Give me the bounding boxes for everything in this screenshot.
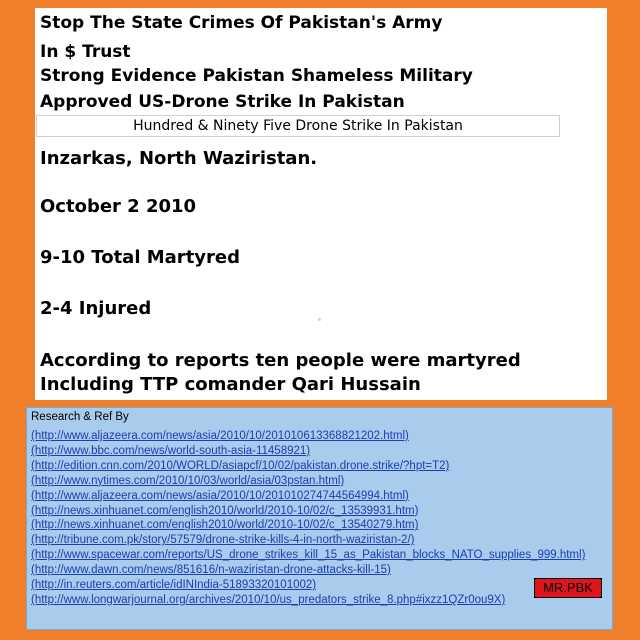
reference-link[interactable]: (http://www.nytimes.com/2010/10/03/world/asia/03pstan.html) (31, 474, 345, 487)
headline-line-2: In $ Trust (40, 42, 131, 62)
date-text: October 2 2010 (40, 196, 197, 217)
location-text: Inzarkas, North Waziristan. (40, 148, 318, 169)
report-line-2: Including TTP comander Qari Hussain (40, 374, 421, 395)
reference-link[interactable]: (http://in.reuters.com/article/idINIndia-51893320101002) (31, 579, 317, 592)
small-dot (318, 318, 321, 321)
reference-link[interactable]: (http://www.spacewar.com/reports/US_drone_strikes_kill_15_as_Pakistan_blocks_NATO_supplies_999.html) (31, 549, 586, 562)
martyred-text: 9-10 Total Martyred (40, 247, 240, 268)
headline-line-4: Approved US-Drone Strike In Pakistan (40, 92, 405, 112)
references-panel (26, 407, 613, 630)
reference-link[interactable]: (http://www.dawn.com/news/851616/n-waziristan-drone-attacks-kill-15) (31, 564, 391, 577)
author-badge: MR.PBK (534, 578, 602, 598)
injured-text: 2-4 Injured (40, 298, 152, 319)
subtitle-box: Hundred & Ninety Five Drone Strike In Pakistan (36, 115, 560, 137)
reference-link[interactable]: (http://tribune.com.pk/story/57579/drone-strike-kills-4-in-north-waziristan-2/) (31, 534, 415, 547)
reference-link[interactable]: (http://www.bbc.com/news/world-south-asia-11458921) (31, 444, 311, 457)
reference-link[interactable]: (http://news.xinhuanet.com/english2010/world/2010-10/02/c_13539931.htm) (31, 504, 419, 517)
headline-line-1: Stop The State Crimes Of Pakistan's Army (40, 13, 443, 33)
reference-link[interactable]: (http://edition.cnn.com/2010/WORLD/asiapcf/10/02/pakistan.drone.strike/?hpt=T2) (31, 459, 450, 472)
headline-line-3: Strong Evidence Pakistan Shameless Military (40, 66, 473, 86)
references-heading: Research & Ref By (31, 411, 129, 423)
references-list (31, 429, 609, 608)
reference-link[interactable]: (http://www.aljazeera.com/news/asia/2010/10/201010274744564994.html) (31, 489, 409, 502)
report-line-1: According to reports ten people were martyred (40, 350, 521, 371)
reference-link[interactable]: (http://www.longwarjournal.org/archives/2010/10/us_predators_strike_8.php#ixzz1QZr0ou9X) (31, 593, 506, 606)
reference-link[interactable]: (http://news.xinhuanet.com/english2010/world/2010-10/02/c_13540279.htm) (31, 519, 419, 532)
reference-link[interactable]: (http://www.aljazeera.com/news/asia/2010/10/2010106133688212​02.html) (31, 430, 409, 442)
